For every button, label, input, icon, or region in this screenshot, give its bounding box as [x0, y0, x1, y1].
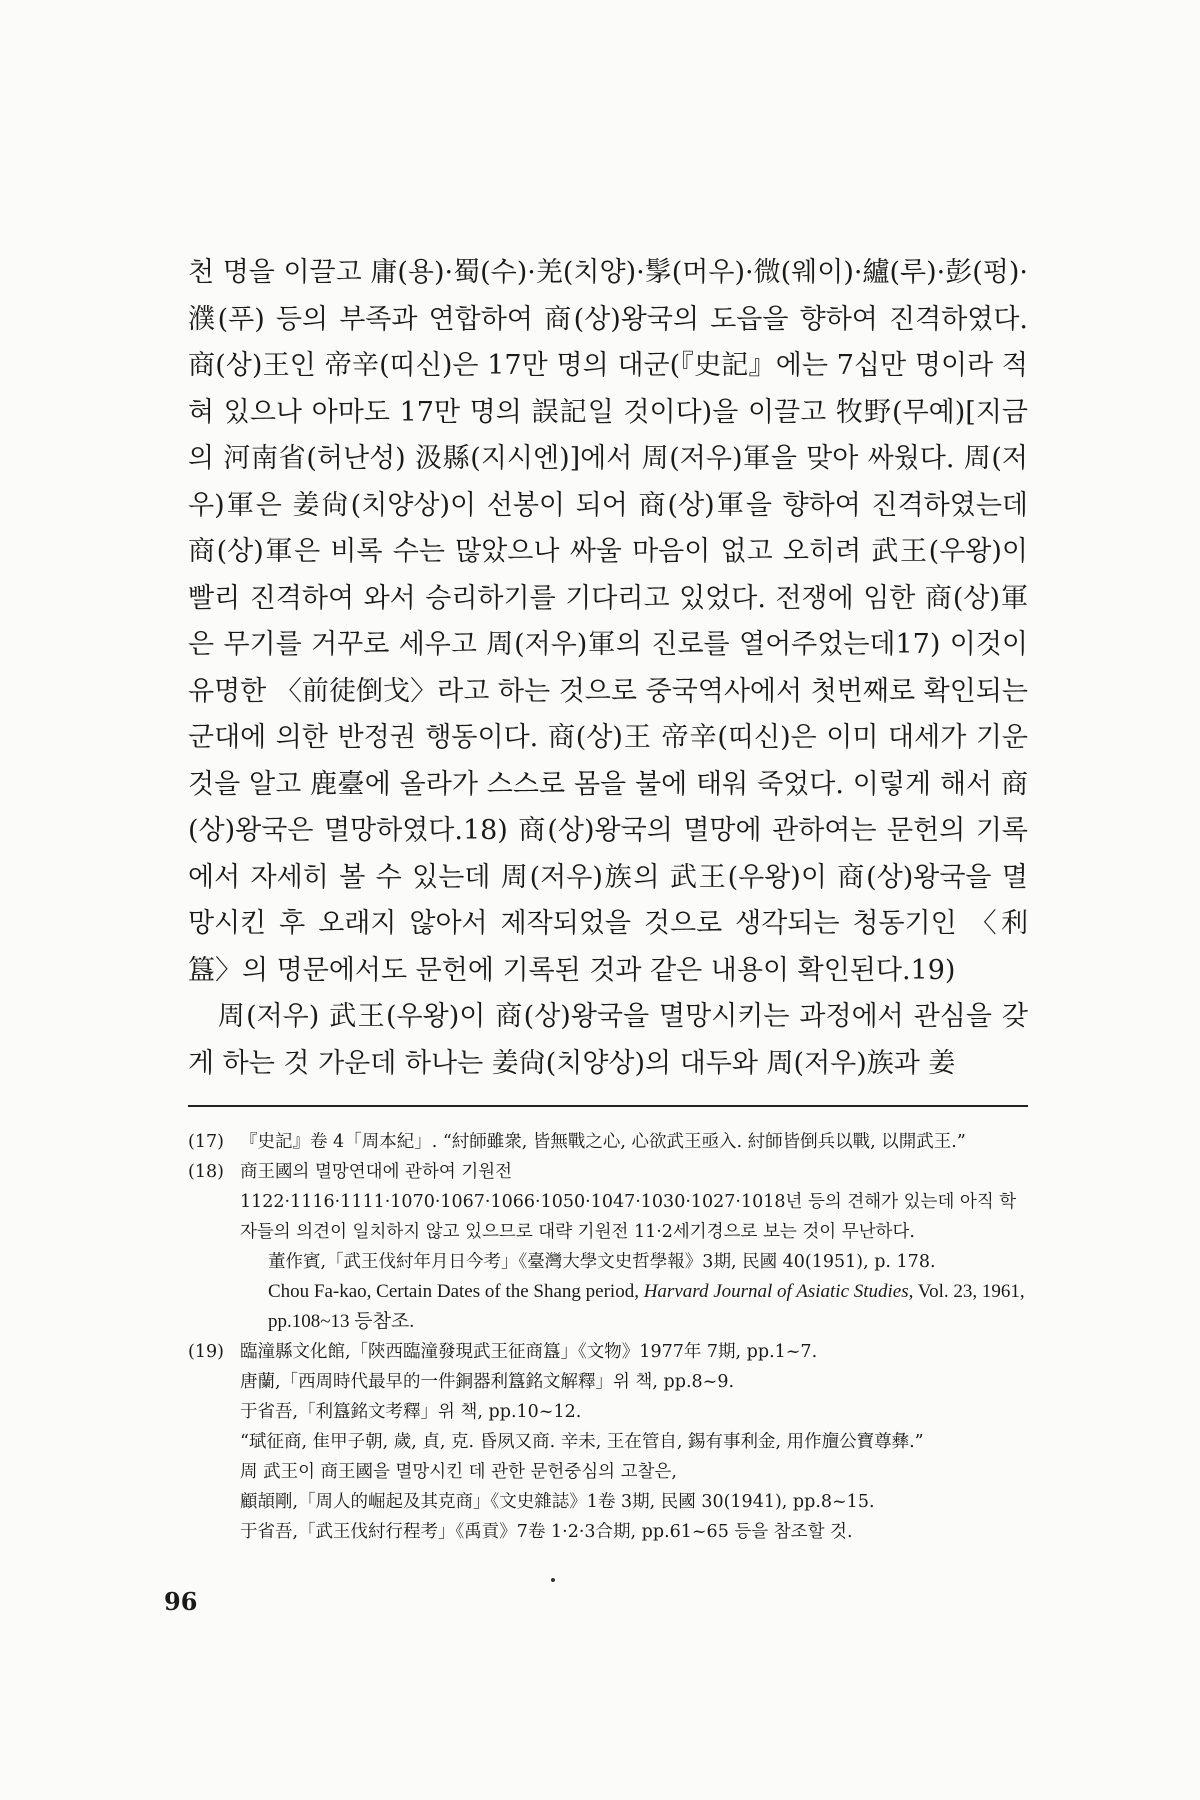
footnote-number: (17): [188, 1132, 224, 1152]
footnote-citation: 于省吾,「利簋銘文考釋」위 책, pp.10~12.: [240, 1402, 582, 1422]
footnote-18: [188, 1157, 1028, 1337]
footnote-citation: 顧頡剛,「周人的崛起及其克商」《文史雜誌》1卷 3期, 民國 30(1941), pp.8~15.: [240, 1492, 875, 1512]
footnote-citation: 于省吾,「武王伐紂行程考」《禹貢》7卷 1·2·3合期, pp.61~65 등을 참조할 것.: [240, 1522, 853, 1542]
footnotes: [188, 1127, 1028, 1547]
body-text: [188, 250, 1028, 1087]
footnote-text: 商王國의 멸망연대에 관하여 기원전 1122·1116·1111·1070·1067·1066·1050·1047·1030·1027·1018년 등의 견해가 있는데 아직 학자들의 의견이 일치하지 않고 있으므로 대략 기원전 11·2세기경으로 보는 것이 무난하다.: [240, 1162, 1017, 1242]
footnote-inscription: “珷征商, 隹甲子朝, 歲, 貞, 克. 昏夙又商. 辛未, 王在管自, 錫有事利金, 用作旜公寶尊彝.”: [240, 1432, 924, 1452]
footnote-citation: 唐蘭,「西周時代最早的一件銅器利簋銘文解釋」위 책, pp.8~9.: [240, 1372, 735, 1392]
footnote-19: [188, 1337, 1028, 1547]
footnote-number: (19): [188, 1342, 224, 1362]
page-number: 96: [164, 1587, 198, 1616]
footnote-number: (18): [188, 1162, 224, 1182]
footnote-citation: 臨潼縣文化館,「陝西臨潼發現武王征商簋」《文物》1977年 7期, pp.1~7.: [240, 1342, 818, 1362]
footnote-text: 周 武王이 商王國을 멸망시킨 데 관한 문헌중심의 고찰은,: [240, 1462, 677, 1482]
print-dot: [551, 1578, 555, 1582]
footnote-17: [188, 1127, 1028, 1157]
footnote-citation-latin: Chou Fa-kao, Certain Dates of the Shang period, Harvard Journal of Asiatic Studies, Vol. 23, 1961, pp.108~13 등참조.: [268, 1281, 1025, 1332]
footnote-divider: [188, 1105, 1028, 1107]
footnote-text: 『史記』卷 4「周本紀」. “紂師雖衆, 皆無戰之心, 心欲武王亟入. 紂師皆倒兵以戰, 以開武王.”: [240, 1132, 966, 1152]
footnote-citation: 董作賓,「武王伐紂年月日今考」《臺灣大學文史哲學報》3期, 民國 40(1951), p. 178.: [268, 1252, 936, 1272]
page-content: [188, 250, 1028, 1547]
paragraph-2: 周(저우) 武王(우왕)이 商(상)왕국을 멸망시키는 과정에서 관심을 갖게 하는 것 가운데 하나는 姜尙(치양상)의 대두와 周(저우)族과 姜: [188, 1001, 1028, 1079]
paragraph-1: 천 명을 이끌고 庸(용)·蜀(수)·羌(치양)·髳(머우)·微(웨이)·纑(루)·彭(펑)·濮(푸) 등의 부족과 연합하여 商(상)왕국의 도읍을 향하여 진격하였다. 商(상)王인 帝辛(띠신)은 17만 명의 대군(『史記』에는 7십만 명이라 적혀 있으나 아마도 17만 명의 誤記일 것이다)을 이끌고 牧野(무예)[지금의 河南省(허난성) 汲縣(지시엔)]에서 周(저우)軍을 맞아 싸웠다. 周(저우)軍은 姜尙(치양상)이 선봉이 되어 商(상)軍을 향하여 진격하였는데 商(상)軍은 비록 수는 많았으나 싸울 마음이 없고 오히려 武王(우왕)이 빨리 진격하여 와서 승리하기를 기다리고 있었다. 전쟁에 임한 商(상)軍은 무기를 거꾸로 세우고 周(저우)軍의 진로를 열어주었는데17) 이것이 유명한 〈前徒倒戈〉라고 하는 것으로 중국역사에서 첫번째로 확인되는 군대에 의한 반정권 행동이다. 商(상)王 帝辛(띠신)은 이미 대세가 기운 것을 알고 鹿臺에 올라가 스스로 몸을 불에 태워 죽었다. 이렇게 해서 商(상)왕국은 멸망하였다.18) 商(상)왕국의 멸망에 관하여는 문헌의 기록에서 자세히 볼 수 있는데 周(저우)族의 武王(우왕)이 商(상)왕국을 멸망시킨 후 오래지 않아서 제작되었을 것으로 생각되는 청동기인 〈利簋〉의 명문에서도 문헌에 기록된 것과 같은 내용이 확인된다.19): [188, 257, 1028, 986]
